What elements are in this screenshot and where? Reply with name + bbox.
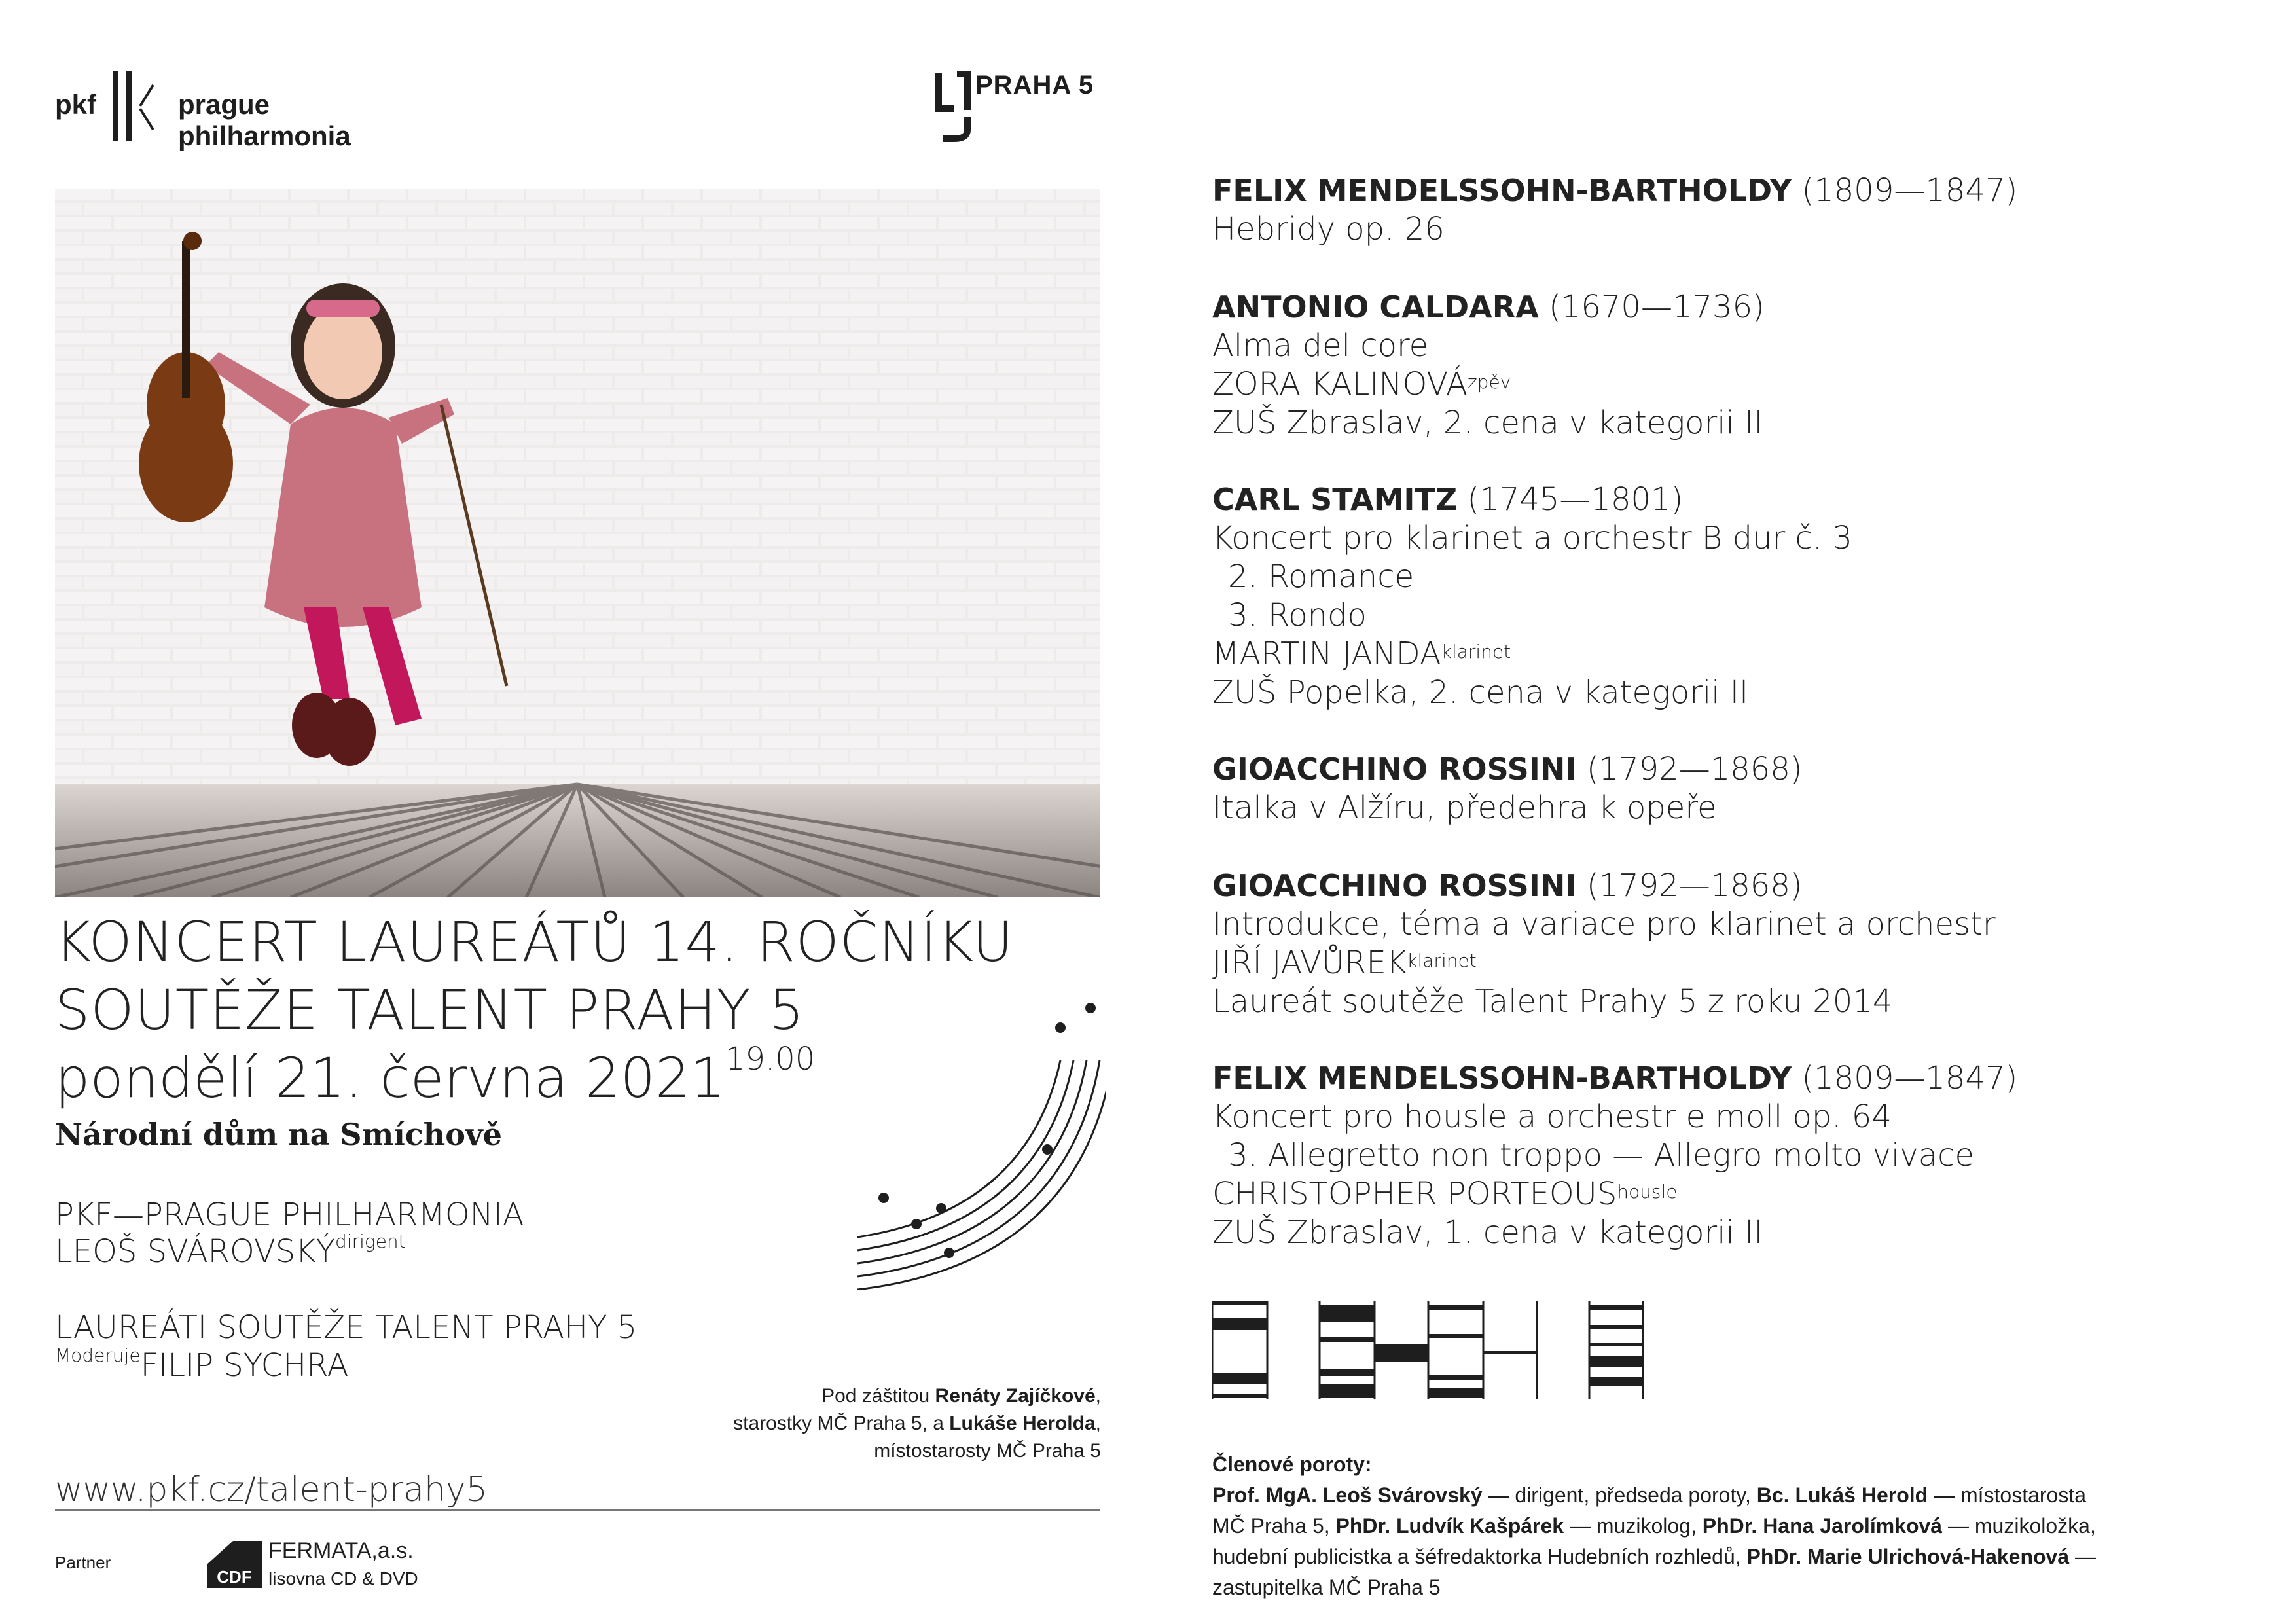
jury-member-name: PhDr. Ludvík Kašpárek bbox=[1335, 1514, 1564, 1538]
orchestra: PKF—PRAGUE PHILHARMONIA bbox=[55, 1197, 524, 1233]
soloist bbox=[1212, 635, 1852, 674]
program-item-1 bbox=[1212, 171, 2017, 249]
composer-years: (1792—1868) bbox=[1586, 751, 1803, 787]
conductor bbox=[55, 1233, 406, 1270]
patron-text: , bbox=[1095, 1385, 1101, 1407]
jury-line4: zastupitelka MČ Praha 5 bbox=[1212, 1576, 1441, 1599]
jury-member-role: — dirigent, předseda poroty, bbox=[1482, 1483, 1757, 1507]
fermata-logo bbox=[207, 1538, 469, 1604]
composer-name: GIOACCHINO ROSSINI bbox=[1212, 868, 1577, 903]
program-composer bbox=[1212, 288, 1765, 327]
patron-text: , bbox=[1095, 1413, 1101, 1434]
program-composer bbox=[1212, 480, 1852, 519]
website-link[interactable]: www.pkf.cz/talent-prahy5 bbox=[55, 1470, 488, 1509]
composer-name: CARL STAMITZ bbox=[1212, 482, 1458, 517]
soloist bbox=[1212, 1175, 2017, 1214]
composer-name: GIOACCHINO ROSSINI bbox=[1212, 751, 1577, 787]
praha5-name: PRAHA 5 bbox=[975, 71, 1094, 99]
soloist-school: ZUŠ Zbraslav, 1. cena v kategorii II bbox=[1212, 1214, 1763, 1251]
soloist-instrument: klarinet bbox=[1441, 641, 1511, 662]
moderator bbox=[55, 1344, 349, 1384]
girl-jumping-with-violin-photo bbox=[55, 189, 1100, 897]
soloist-school: ZUŠ Popelka, 2. cena v kategorii II bbox=[1212, 674, 1749, 711]
jury-line1 bbox=[1212, 1480, 2233, 1511]
jury-member-role: hudební publicistka a šéfredaktorka Hudebních rozhledů, bbox=[1212, 1545, 1747, 1568]
conductor-role: dirigent bbox=[335, 1231, 406, 1252]
svg-text:CDF: CDF bbox=[217, 1567, 252, 1587]
fermata-subtitle: lisovna CD & DVD bbox=[268, 1568, 418, 1589]
movement: 2. Romance bbox=[1228, 558, 1415, 595]
jury-member-name: PhDr. Hana Jarolímková bbox=[1702, 1514, 1943, 1538]
program-item-3 bbox=[1212, 480, 1852, 712]
work-title: Koncert pro klarinet a orchestr B dur č. 3 bbox=[1212, 520, 1852, 556]
jury-member-name: Bc. Lukáš Herold bbox=[1756, 1483, 1928, 1507]
patron-line3: místostarosty MČ Praha 5 bbox=[874, 1440, 1101, 1462]
talent-prahy5-graphic-icon bbox=[1212, 1301, 1644, 1399]
soloist bbox=[1212, 944, 1996, 983]
jury-member-role: — místostarosta bbox=[1928, 1483, 2087, 1507]
concert-date bbox=[55, 1041, 816, 1110]
patron-line1 bbox=[556, 1382, 1101, 1410]
conductor-name: LEOŠ SVÁROVSKÝ bbox=[55, 1233, 336, 1270]
soloist-instrument: klarinet bbox=[1407, 950, 1477, 971]
soloist-name: CHRISTOPHER PORTEOUS bbox=[1212, 1176, 1617, 1212]
praha5-logo bbox=[935, 71, 1118, 143]
concert-title-line2: SOUTĚŽE TALENT PRAHY 5 bbox=[55, 978, 805, 1042]
patron-name: Renáty Zajíčkové bbox=[935, 1385, 1096, 1407]
moderator-name: FILIP SYCHRA bbox=[140, 1347, 349, 1384]
soloist-instrument: housle bbox=[1617, 1181, 1678, 1202]
divider bbox=[55, 1509, 1100, 1511]
moderator-label: Moderuje bbox=[55, 1344, 141, 1366]
composer-years: (1670—1736) bbox=[1549, 289, 1765, 325]
work-title: Koncert pro housle a orchestr e moll op. 64 bbox=[1212, 1098, 1892, 1135]
patron-name: Lukáše Herolda bbox=[949, 1413, 1096, 1434]
composer-years: (1745—1801) bbox=[1467, 481, 1684, 518]
jury-members bbox=[1212, 1449, 2233, 1603]
program-composer bbox=[1212, 171, 2017, 210]
program-composer bbox=[1212, 1059, 2017, 1098]
pkf-logo bbox=[55, 71, 448, 151]
pkf-mark-icon bbox=[113, 71, 165, 143]
pkf-short: pkf bbox=[55, 89, 96, 120]
venue: Národní dům na Smíchově bbox=[55, 1117, 502, 1152]
work-title: Hebridy op. 26 bbox=[1212, 211, 1445, 247]
patron-text: starostky MČ Praha 5, a bbox=[733, 1413, 950, 1434]
work-title: Italka v Alžíru, předehra k opeře bbox=[1212, 789, 1717, 826]
pkf-name: prague philharmonia bbox=[178, 89, 351, 151]
soloist-name: MARTIN JANDA bbox=[1212, 636, 1441, 672]
movement: 3. Allegretto non troppo — Allegro molto vivace bbox=[1228, 1137, 1975, 1174]
cdf-logo-icon bbox=[207, 1538, 262, 1588]
program-item-2 bbox=[1212, 288, 1765, 442]
fermata-name: FERMATA,a.s. bbox=[268, 1538, 414, 1563]
soloist-instrument: zpěv bbox=[1467, 371, 1511, 393]
partner-label: Partner bbox=[55, 1553, 111, 1572]
program-item-4 bbox=[1212, 750, 1803, 827]
composer-name: FELIX MENDELSSOHN-BARTHOLDY bbox=[1212, 1060, 1792, 1096]
program-item-5 bbox=[1212, 867, 1996, 1021]
soloist-name: JIŘÍ JAVŮREK bbox=[1212, 945, 1407, 981]
soloist-school: ZUŠ Zbraslav, 2. cena v kategorii II bbox=[1212, 405, 1763, 441]
composer-name: ANTONIO CALDARA bbox=[1212, 289, 1539, 325]
jury-line2 bbox=[1212, 1511, 2233, 1542]
work-title: Introdukce, téma a variace pro klarinet a orchestr bbox=[1212, 906, 1996, 943]
jury-member-role: — bbox=[2069, 1545, 2097, 1568]
composer-years: (1809—1847) bbox=[1801, 1060, 2018, 1096]
movement: 3. Rondo bbox=[1228, 597, 1367, 634]
jury-member-name: Prof. MgA. Leoš Svárovský bbox=[1212, 1483, 1483, 1507]
concert-title-line1: KONCERT LAUREÁTŮ 14. ROČNÍKU bbox=[55, 910, 1014, 974]
jury-member-role: MČ Praha 5, bbox=[1212, 1514, 1336, 1538]
composer-years: (1792—1868) bbox=[1586, 867, 1803, 904]
jury-line3 bbox=[1212, 1542, 2233, 1572]
patronage-note bbox=[556, 1382, 1101, 1465]
date-text: pondělí 21. června 2021 bbox=[55, 1046, 725, 1110]
program-composer bbox=[1212, 750, 1803, 789]
program-composer bbox=[1212, 867, 1996, 905]
laureates: LAUREÁTI SOUTĚŽE TALENT PRAHY 5 bbox=[55, 1309, 638, 1346]
jury-title: Členové poroty: bbox=[1212, 1453, 1372, 1476]
program-item-6 bbox=[1212, 1059, 2017, 1252]
soloist-school: Laureát soutěže Talent Prahy 5 z roku 2014 bbox=[1212, 983, 1893, 1020]
jury-member-name: PhDr. Marie Ulrichová-Hakenová bbox=[1746, 1545, 2070, 1568]
work-title: Alma del core bbox=[1212, 327, 1429, 364]
jury-member-role: — muzikolog, bbox=[1564, 1514, 1703, 1538]
praha5-mark-icon bbox=[935, 71, 974, 143]
jury-member-role: — muzikoložka, bbox=[1942, 1514, 2096, 1538]
soloist bbox=[1212, 365, 1765, 404]
music-staff-decoration-icon bbox=[844, 988, 1106, 1290]
composer-years: (1809—1847) bbox=[1801, 172, 2018, 209]
soloist-name: ZORA KALINOVÁ bbox=[1212, 366, 1468, 403]
patron-line2 bbox=[556, 1410, 1101, 1437]
patron-text: Pod záštitou bbox=[821, 1385, 935, 1407]
concert-time: 19.00 bbox=[725, 1041, 816, 1077]
composer-name: FELIX MENDELSSOHN-BARTHOLDY bbox=[1212, 173, 1792, 208]
